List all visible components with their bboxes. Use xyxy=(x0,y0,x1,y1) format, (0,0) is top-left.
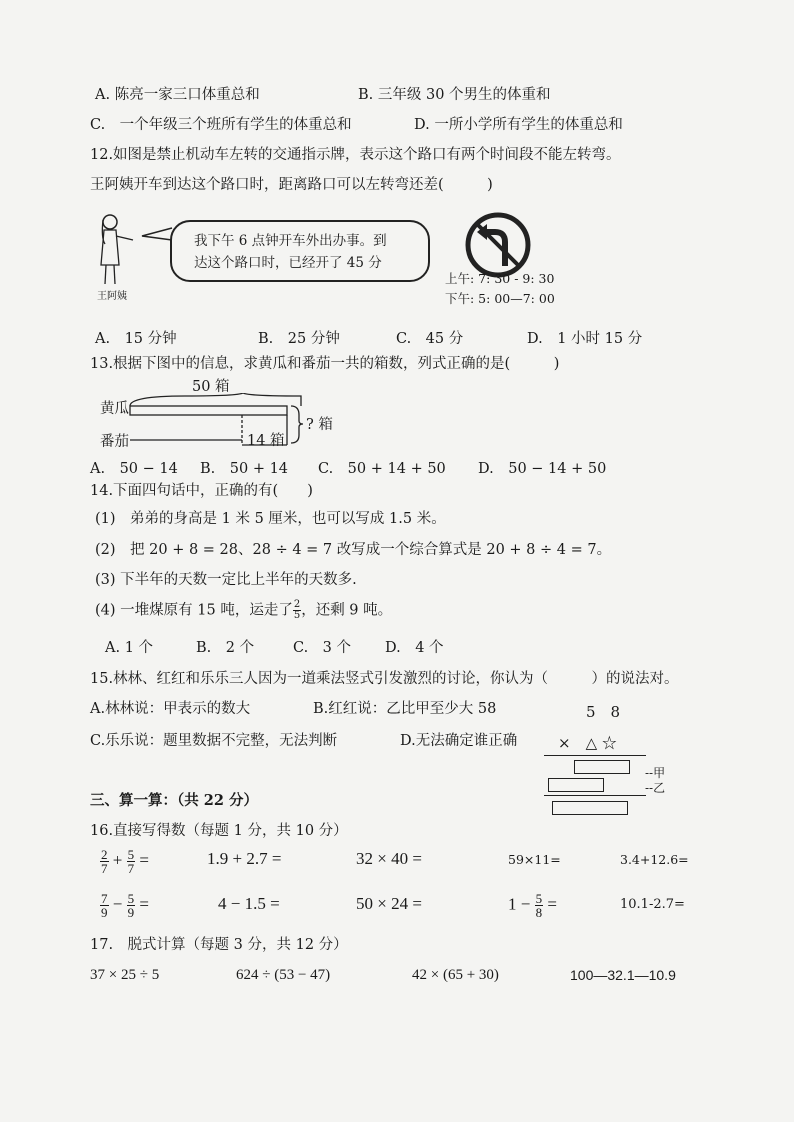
q14-option-c: C. 3 个 xyxy=(293,640,352,656)
q12-option-a: A. 15 分钟 xyxy=(95,331,177,347)
section-3-title: 三、算一算：（共 22 分） xyxy=(90,792,259,809)
denominator: 7 xyxy=(127,861,135,876)
q15-option-c: C.乐乐说：题里数据不完整，无法判断 xyxy=(90,733,338,749)
q16-r2-c2: 4 − 1.5 = xyxy=(218,894,280,913)
q12-option-d: D. 1 小时 15 分 xyxy=(527,331,643,347)
q14-statement-1: (1) 弟弟的身高是 1 米 5 厘米，也可以写成 1.5 米。 xyxy=(95,511,446,527)
q17-item-1: 37 × 25 ÷ 5 xyxy=(90,967,160,983)
q12-option-c: C. 45 分 xyxy=(396,331,464,347)
q16-r1-c2: 1.9 + 2.7 = xyxy=(207,849,282,868)
equals: = xyxy=(139,850,149,870)
label-yi: --乙 xyxy=(645,781,666,795)
q13-diff-label: 14 箱 xyxy=(247,433,285,449)
q13-tomato-label: 番茄 xyxy=(100,434,129,450)
speech-tail xyxy=(140,224,174,244)
q14-stem: 14.下面四句话中，正确的有( ) xyxy=(90,483,313,499)
q17-item-2: 624 ÷ (53 − 47) xyxy=(236,967,331,983)
numerator: 5 xyxy=(127,847,135,862)
bubble-line2: 达这个路口时，已经开了 45 分 xyxy=(194,255,382,271)
q13-option-b: B. 50 + 14 xyxy=(200,461,289,477)
q14-statement-4 xyxy=(95,600,392,621)
equals: = xyxy=(547,894,557,914)
denominator: 8 xyxy=(535,905,543,920)
partial-product-jia-box xyxy=(574,760,630,774)
operator: + xyxy=(112,850,123,870)
numerator: 5 xyxy=(127,891,135,906)
q14-statement-3: (3) 下半年的天数一定比上半年的天数多. xyxy=(95,572,357,588)
q13-top-label: 50 箱 xyxy=(192,379,230,395)
q14-option-a: A. 1 个 xyxy=(105,640,154,656)
q15-option-a: A.林林说：甲表示的数大 xyxy=(90,701,251,717)
q14-s4-pre: (4) 一堆煤原有 15 吨，运走了 xyxy=(95,602,293,619)
q16-r1-c4: 59×11= xyxy=(508,852,561,867)
q12-option-b: B. 25 分钟 xyxy=(258,331,340,347)
q13-option-d: D. 50 − 14 + 50 xyxy=(478,461,607,477)
numerator: 2 xyxy=(101,847,108,862)
q16-r1-c3: 32 × 40 = xyxy=(356,849,422,868)
q16-r2-c3: 50 × 24 = xyxy=(356,894,422,913)
q11-option-b: B. 三年级 30 个男生的体重和 xyxy=(358,87,551,103)
vertical-line-1 xyxy=(544,755,646,756)
speech-bubble xyxy=(170,220,430,282)
numerator: 5 xyxy=(535,891,543,906)
fraction xyxy=(127,848,136,875)
q13-stem: 13.根据下图中的信息，求黄瓜和番茄一共的箱数，列式正确的是( ) xyxy=(90,356,560,372)
q15-stem: 15.林林、红红和乐乐三人因为一道乘法竖式引发激烈的讨论，你认为（ ）的说法对。 xyxy=(90,671,679,687)
q14-s4-post: ，还剩 9 吨。 xyxy=(301,602,393,619)
woman-illustration xyxy=(95,210,165,295)
q16-r2-c1 xyxy=(100,892,149,919)
q12-stem-line2: 王阿姨开车到达这个路口时，距离路口可以左转弯还差( ) xyxy=(90,177,493,193)
person-label: 王阿姨 xyxy=(97,291,127,302)
q16-r2-c4 xyxy=(508,892,557,919)
bubble-line1: 我下午 6 点钟开车外出办事。到 xyxy=(194,233,387,249)
sign-afternoon-hours: 下午: 5: 00—7: 00 xyxy=(445,291,555,306)
q16-r2-c5: 10.1-2.7= xyxy=(620,897,685,912)
q14-s4-fraction xyxy=(293,600,301,621)
operator: − xyxy=(112,894,123,914)
fraction xyxy=(127,892,136,919)
minuend: 1 − xyxy=(508,894,531,914)
fraction xyxy=(535,892,544,919)
q11-option-a: A. 陈亮一家三口体重总和 xyxy=(95,87,260,103)
vertical-top-number: 5 8 xyxy=(586,703,621,721)
q14-s4-numerator: 2 xyxy=(293,599,301,610)
q15-option-b: B.红红说：乙比甲至少大 58 xyxy=(313,701,497,717)
q17-item-4: 100—32.1—10.9 xyxy=(570,967,676,983)
q14-s4-denominator: 5 xyxy=(293,610,301,621)
q14-option-b: B. 2 个 xyxy=(196,640,255,656)
equals: = xyxy=(139,894,149,914)
product-box xyxy=(552,801,628,815)
q14-statement-2: (2) 把 20 + 8 = 28、28 ÷ 4 = 7 改写成一个综合算式是 20 + 8 ÷ 4 = 7。 xyxy=(95,542,612,558)
fraction xyxy=(100,892,109,919)
q16-r1-c1 xyxy=(100,848,149,875)
label-jia: --甲 xyxy=(645,766,666,780)
q14-option-d: D. 4 个 xyxy=(385,640,444,656)
fraction xyxy=(100,848,109,875)
q15-option-d: D.无法确定谁正确 xyxy=(400,733,518,749)
denominator: 7 xyxy=(101,861,108,876)
q17-item-3: 42 × (65 + 30) xyxy=(412,967,499,983)
vertical-multiplier: × △ ☆ xyxy=(558,734,617,752)
q17-stem: 17. 脱式计算（每题 3 分，共 12 分） xyxy=(90,937,348,953)
no-left-turn-sign-icon xyxy=(465,212,531,278)
numerator: 7 xyxy=(101,891,108,906)
q11-option-c: C. 一个年级三个班所有学生的体重总和 xyxy=(90,117,352,133)
q13-cucumber-label: 黄瓜 xyxy=(100,401,129,417)
sign-morning-hours: 上午: 7: 30 - 9: 30 xyxy=(445,271,555,286)
partial-product-yi-box xyxy=(548,778,604,792)
q11-option-d: D. 一所小学所有学生的体重总和 xyxy=(414,117,623,133)
vertical-line-2 xyxy=(544,795,646,796)
q13-option-a: A. 50 − 14 xyxy=(90,461,178,477)
q13-option-c: C. 50 + 14 + 50 xyxy=(318,461,446,477)
q13-total-label: ? 箱 xyxy=(306,417,333,433)
q16-r1-c5: 3.4+12.6= xyxy=(620,852,689,867)
q16-stem: 16.直接写得数（每题 1 分，共 10 分） xyxy=(90,823,348,839)
denominator: 9 xyxy=(101,905,108,920)
denominator: 9 xyxy=(127,905,135,920)
q12-stem-line1: 12.如图是禁止机动车左转的交通指示牌，表示这个路口有两个时间段不能左转弯。 xyxy=(90,147,621,163)
